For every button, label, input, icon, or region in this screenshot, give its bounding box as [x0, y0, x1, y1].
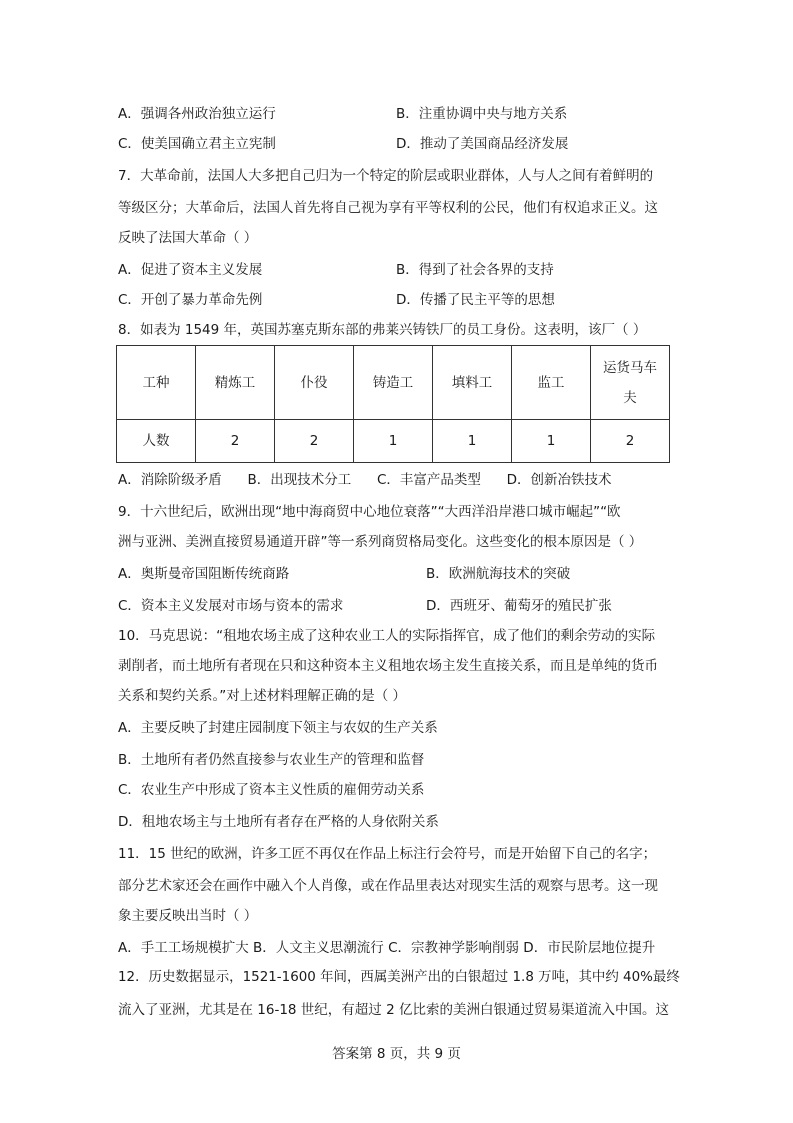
- q9-stem-line-1: 9．十六世纪后，欧洲出现“地中海商贸中心地位衰落”“大西洋沿岸港口城市崛起”“欧: [118, 504, 621, 520]
- q10-stem-line-2: 剥削者，而土地所有者现在只和这种资本主义租地农场主发生直接关系，而且是单纯的货币: [118, 658, 658, 674]
- q11-stem-line-1: 11．15 世纪的欧洲，许多工匠不再仅在作品上标注行会符号，而是开始留下自己的名字；: [118, 846, 657, 862]
- page-footer: 答案第 8 页，共 9 页: [332, 1046, 461, 1062]
- table-job-cell: 监工: [512, 346, 591, 420]
- table-job-cell: 运货马车夫: [591, 346, 670, 420]
- q10-option-b: B．土地所有者仍然直接参与农业生产的管理和监督: [118, 752, 425, 768]
- table-header-row: [117, 346, 670, 420]
- q7-stem-line-2: 等级区分；大革命后，法国人首先将自己视为享有平等权利的公民，他们有权追求正义。这: [118, 200, 658, 216]
- q7-option-c: C．开创了暴力革命先例: [118, 292, 263, 308]
- table-count-cell: 1: [433, 420, 512, 463]
- q12-stem-line-2: 流入了亚洲，尤其是在 16-18 世纪，有超过 2 亿比索的美洲白银通过贸易渠道流入中国。这: [118, 1002, 669, 1018]
- q9-stem-line-2: 洲与亚洲、美洲直接贸易通道开辟”等一系列商贸格局变化。这些变化的根本原因是（ ）: [118, 534, 643, 550]
- table-job-cell: 仆役: [275, 346, 354, 420]
- q10-option-a: A．主要反映了封建庄园制度下领主与农奴的生产关系: [118, 720, 438, 736]
- table-count-cell: 2: [591, 420, 670, 463]
- q10-option-d: D．租地农场主与土地所有者存在严格的人身依附关系: [118, 814, 439, 830]
- employee-table: [116, 345, 670, 463]
- q6-option-a: A．强调各州政治独立运行: [118, 106, 276, 122]
- q7-option-a: A．促进了资本主义发展: [118, 262, 263, 278]
- table-count-cell: 2: [275, 420, 354, 463]
- table-count-cell: 2: [196, 420, 275, 463]
- q11-stem-line-2: 部分艺术家还会在画作中融入个人肖像，或在作品里表达对现实生活的观察与思考。这一现: [118, 878, 658, 894]
- q10-option-c: C．农业生产中形成了资本主义性质的雇佣劳动关系: [118, 782, 425, 798]
- table-count-cell: 1: [354, 420, 433, 463]
- q6-option-c: C．使美国确立君主立宪制: [118, 136, 276, 152]
- q12-stem-line-1: 12．历史数据显示，1521-1600 年间，西属美洲产出的白银超过 1.8 万吨，其中约 40%最终: [118, 970, 680, 985]
- table-job-cell: 精炼工: [196, 346, 275, 420]
- q9-option-a: A．奥斯曼帝国阻断传统商路: [118, 566, 290, 582]
- q9-option-d: D．西班牙、葡萄牙的殖民扩张: [426, 598, 612, 614]
- table-count-cell: 1: [512, 420, 591, 463]
- table-row-label: 人数: [117, 420, 196, 463]
- table-job-cell: 填料工: [433, 346, 512, 420]
- q11-options: A．手工工场规模扩大 B．人文主义思潮流行 C．宗教神学影响削弱 D．市民阶层地位提升: [118, 940, 656, 956]
- q7-stem-line-3: 反映了法国大革命（ ）: [118, 230, 258, 246]
- q8-stem: 8．如表为 1549 年，英国苏塞克斯东部的弗莱兴铸铁厂的员工身份。这表明，该厂（ ）: [118, 322, 647, 338]
- q6-option-d: D．推动了美国商品经济发展: [396, 136, 569, 152]
- q10-stem-line-3: 关系和契约关系。”对上述材料理解正确的是（ ）: [118, 688, 407, 704]
- q7-option-d: D．传播了民主平等的思想: [396, 292, 555, 308]
- table-job-cell: 铸造工: [354, 346, 433, 420]
- table-count-row: [117, 420, 670, 463]
- q9-option-c: C．资本主义发展对市场与资本的需求: [118, 598, 344, 614]
- q6-option-b: B．注重协调中央与地方关系: [396, 106, 568, 122]
- q8-options: A．消除阶级矛盾 B．出现技术分工 C．丰富产品类型 D．创新冶铁技术: [118, 472, 612, 488]
- q7-option-b: B．得到了社会各界的支持: [396, 262, 554, 278]
- q11-stem-line-3: 象主要反映出当时（ ）: [118, 908, 258, 924]
- table-header-label: 工种: [117, 346, 196, 420]
- q10-stem-line-1: 10．马克思说：“租地农场主成了这种农业工人的实际指挥官，成了他们的剩余劳动的实际: [118, 628, 656, 644]
- q9-option-b: B．欧洲航海技术的突破: [426, 566, 571, 582]
- q7-stem-line-1: 7．大革命前，法国人大多把自己归为一个特定的阶层或职业群体，人与人之间有着鲜明的: [118, 168, 654, 184]
